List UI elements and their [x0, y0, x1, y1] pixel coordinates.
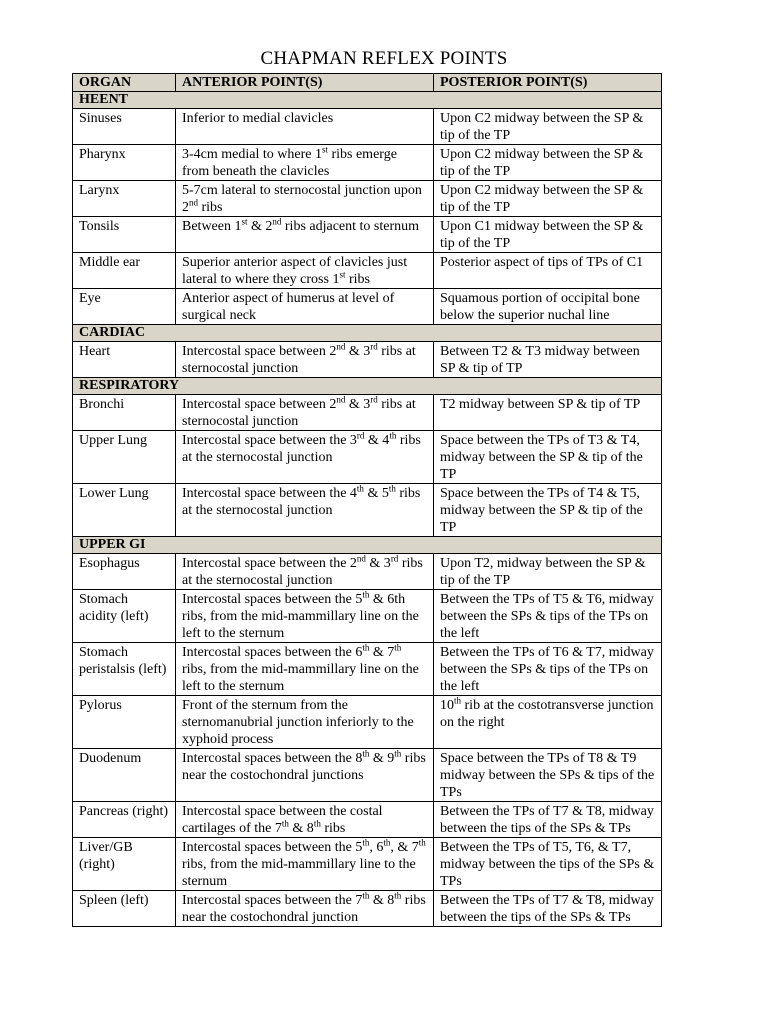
organ-cell: Spleen (left) — [73, 891, 176, 927]
anterior-point-cell: Between 1st & 2nd ribs adjacent to sternum — [176, 217, 434, 253]
posterior-point-cell: Upon C2 midway between the SP & tip of the TP — [434, 181, 662, 217]
column-header-organ: ORGAN — [73, 74, 176, 92]
anterior-point-cell: Front of the sternum from the sternomanubrial junction inferiorly to the xyphoid process — [176, 696, 434, 749]
organ-cell: Pancreas (right) — [73, 802, 176, 838]
posterior-point-cell: Between the TPs of T7 & T8, midway between the tips of the SPs & TPs — [434, 802, 662, 838]
organ-cell: Pylorus — [73, 696, 176, 749]
anterior-point-cell: 5-7cm lateral to sternocostal junction upon 2nd ribs — [176, 181, 434, 217]
posterior-point-cell: Squamous portion of occipital bone below the superior nuchal line — [434, 289, 662, 325]
section-row — [73, 537, 662, 554]
anterior-point-cell: Intercostal space between the 4th & 5th ribs at the sternocostal junction — [176, 484, 434, 537]
posterior-point-cell: Between T2 & T3 midway between SP & tip of TP — [434, 342, 662, 378]
section-header: HEENT — [73, 92, 662, 109]
organ-cell: Stomach acidity (left) — [73, 590, 176, 643]
organ-cell: Eye — [73, 289, 176, 325]
posterior-point-cell: Space between the TPs of T3 & T4, midway between the SP & tip of the TP — [434, 431, 662, 484]
table-row — [73, 484, 662, 537]
anterior-point-cell: Intercostal spaces between the 7th & 8th ribs near the costochondral junction — [176, 891, 434, 927]
table-body — [73, 92, 662, 927]
posterior-point-cell: Between the TPs of T7 & T8, midway between the tips of the SPs & TPs — [434, 891, 662, 927]
posterior-point-cell: 10th rib at the costotransverse junction on the right — [434, 696, 662, 749]
column-header-anterior: ANTERIOR POINT(S) — [176, 74, 434, 92]
posterior-point-cell: Between the TPs of T5, T6, & T7, midway between the tips of the SPs & TPs — [434, 838, 662, 891]
table-row — [73, 395, 662, 431]
organ-cell: Tonsils — [73, 217, 176, 253]
table-row — [73, 342, 662, 378]
organ-cell: Heart — [73, 342, 176, 378]
table-row — [73, 643, 662, 696]
table-row — [73, 253, 662, 289]
anterior-point-cell: Superior anterior aspect of clavicles just lateral to where they cross 1st ribs — [176, 253, 434, 289]
column-header-posterior: POSTERIOR POINT(S) — [434, 74, 662, 92]
posterior-point-cell: Space between the TPs of T4 & T5, midway between the SP & tip of the TP — [434, 484, 662, 537]
table-row — [73, 431, 662, 484]
organ-cell: Duodenum — [73, 749, 176, 802]
posterior-point-cell: Upon T2, midway between the SP & tip of the TP — [434, 554, 662, 590]
organ-cell: Pharynx — [73, 145, 176, 181]
anterior-point-cell: Intercostal space between the 2nd & 3rd ribs at the sternocostal junction — [176, 554, 434, 590]
anterior-point-cell: Intercostal spaces between the 8th & 9th ribs near the costochondral junctions — [176, 749, 434, 802]
posterior-point-cell: Space between the TPs of T8 & T9 midway between the SPs & tips of the TPs — [434, 749, 662, 802]
posterior-point-cell: Upon C2 midway between the SP & tip of the TP — [434, 109, 662, 145]
anterior-point-cell: Intercostal space between 2nd & 3rd ribs at sternocostal junction — [176, 342, 434, 378]
posterior-point-cell: Upon C2 midway between the SP & tip of the TP — [434, 145, 662, 181]
section-header: UPPER GI — [73, 537, 662, 554]
section-row — [73, 92, 662, 109]
header-row — [73, 74, 662, 92]
anterior-point-cell: Intercostal spaces between the 5th & 6th ribs, from the mid-mammillary line on the left to the sternum — [176, 590, 434, 643]
section-header: RESPIRATORY — [73, 378, 662, 395]
posterior-point-cell: Upon C1 midway between the SP & tip of the TP — [434, 217, 662, 253]
posterior-point-cell: Between the TPs of T6 & T7, midway between the SPs & tips of the TPs on the left — [434, 643, 662, 696]
organ-cell: Larynx — [73, 181, 176, 217]
anterior-point-cell: 3-4cm medial to where 1st ribs emerge from beneath the clavicles — [176, 145, 434, 181]
table-row — [73, 145, 662, 181]
table-row — [73, 109, 662, 145]
organ-cell: Sinuses — [73, 109, 176, 145]
posterior-point-cell: T2 midway between SP & tip of TP — [434, 395, 662, 431]
table-row — [73, 181, 662, 217]
table-row — [73, 554, 662, 590]
anterior-point-cell: Intercostal spaces between the 5th, 6th, & 7th ribs, from the mid-mammillary line to the sternum — [176, 838, 434, 891]
posterior-point-cell: Posterior aspect of tips of TPs of C1 — [434, 253, 662, 289]
organ-cell: Middle ear — [73, 253, 176, 289]
organ-cell: Upper Lung — [73, 431, 176, 484]
table-row — [73, 749, 662, 802]
posterior-point-cell: Between the TPs of T5 & T6, midway between the SPs & tips of the TPs on the left — [434, 590, 662, 643]
table-row — [73, 891, 662, 927]
organ-cell: Liver/GB (right) — [73, 838, 176, 891]
table-row — [73, 217, 662, 253]
table-row — [73, 838, 662, 891]
anterior-point-cell: Intercostal space between the costal cartilages of the 7th & 8th ribs — [176, 802, 434, 838]
section-row — [73, 378, 662, 395]
anterior-point-cell: Anterior aspect of humerus at level of surgical neck — [176, 289, 434, 325]
anterior-point-cell: Intercostal space between 2nd & 3rd ribs at sternocostal junction — [176, 395, 434, 431]
organ-cell: Lower Lung — [73, 484, 176, 537]
table-row — [73, 590, 662, 643]
table-row — [73, 696, 662, 749]
organ-cell: Stomach peristalsis (left) — [73, 643, 176, 696]
page-title: CHAPMAN REFLEX POINTS — [260, 48, 508, 69]
anterior-point-cell: Intercostal space between the 3rd & 4th ribs at the sternocostal junction — [176, 431, 434, 484]
table-row — [73, 289, 662, 325]
section-row — [73, 325, 662, 342]
section-header: CARDIAC — [73, 325, 662, 342]
chapman-reflex-table — [72, 73, 662, 927]
organ-cell: Bronchi — [73, 395, 176, 431]
table-row — [73, 802, 662, 838]
anterior-point-cell: Intercostal spaces between the 6th & 7th ribs, from the mid-mammillary line on the left to the sternum — [176, 643, 434, 696]
organ-cell: Esophagus — [73, 554, 176, 590]
anterior-point-cell: Inferior to medial clavicles — [176, 109, 434, 145]
